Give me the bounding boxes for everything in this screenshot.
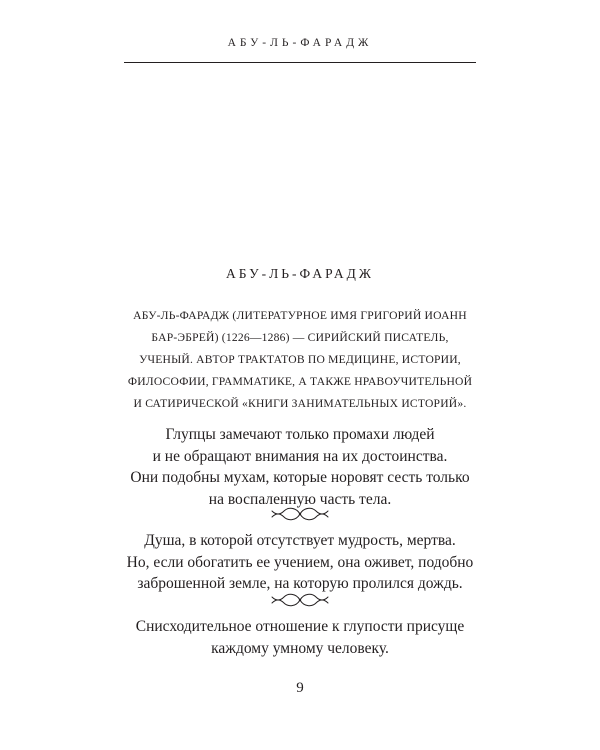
bio-line: АБУ-ЛЬ-ФАРАДЖ (ЛИТЕРАТУРНОЕ ИМЯ ГРИГОРИЙ ИОАНН [133, 309, 467, 322]
quote-line: Но, если обогатить ее учением, она оживет, подобно [126, 553, 474, 571]
quote-2 [0, 530, 600, 595]
bio-line: УЧЕНЫЙ. АВТОР ТРАКТАТОВ ПО МЕДИЦИНЕ, ИСТОРИИ, [139, 353, 461, 366]
quote-line: Снисходительное отношение к глупости присуще [135, 618, 465, 635]
quote-line: заброшенной земле, на которую пролился дождь. [137, 575, 463, 592]
flourish-ornament-icon [268, 589, 332, 611]
bio-line: И САТИРИЧЕСКОЙ «КНИГИ ЗАНИМАТЕЛЬНЫХ ИСТОРИЙ». [133, 397, 467, 410]
quote-1 [0, 424, 600, 510]
quote-line: Душа, в которой отсутствует мудрость, мертва. [144, 532, 456, 549]
flourish-ornament-icon [268, 503, 332, 525]
quote-line: каждому умному человеку. [211, 639, 389, 657]
quote-line: на воспаленную часть тела. [208, 490, 392, 508]
bio-line: ФИЛОСОФИИ, ГРАММАТИКЕ, А ТАКЖЕ НРАВОУЧИТЕЛЬНОЙ [127, 375, 473, 388]
header-rule [124, 62, 476, 63]
quote-3 [0, 616, 600, 659]
author-bio [110, 305, 490, 415]
quote-line: Глупцы замечают только промахи людей [165, 426, 435, 443]
section-title: АБУ-ЛЬ-ФАРАДЖ [226, 266, 374, 281]
quote-line: Они подобны мухам, которые норовят сесть только [130, 469, 470, 486]
running-head: АБУ-ЛЬ-ФАРАДЖ [227, 37, 373, 49]
page-number: 9 [296, 680, 304, 696]
quote-line: и не обращают внимания на их достоинства. [152, 447, 448, 465]
bio-line: БАР-ЭБРЕЙ) (1226—1286) — СИРИЙСКИЙ ПИСАТЕЛЬ, [151, 331, 449, 344]
